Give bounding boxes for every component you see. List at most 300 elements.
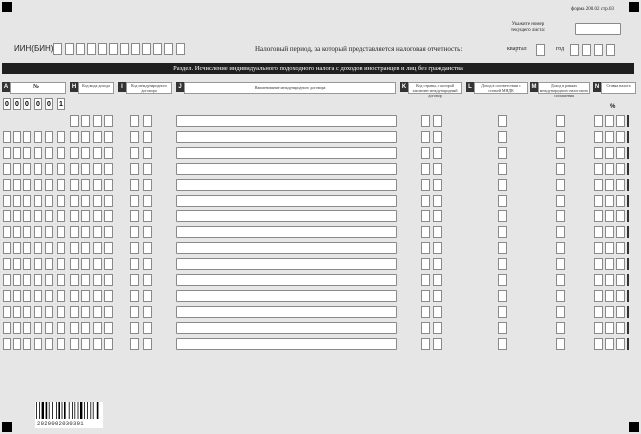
- income-code-cell[interactable]: [104, 226, 113, 238]
- row-number-cell[interactable]: [57, 242, 65, 254]
- treaty-name-field[interactable]: [176, 258, 397, 270]
- row-number-cell[interactable]: [3, 226, 11, 238]
- income-code-cell[interactable]: [81, 210, 90, 222]
- tax-rate-cell[interactable]: [605, 242, 614, 254]
- tax-rate-cell[interactable]: [605, 195, 614, 207]
- income-code-cell[interactable]: [93, 306, 102, 318]
- row-number-cell[interactable]: [13, 210, 21, 222]
- tax-rate-cell[interactable]: [616, 210, 625, 222]
- income-code-cell[interactable]: [81, 258, 90, 270]
- country-code-cell[interactable]: [433, 179, 442, 191]
- income-code-cell[interactable]: [104, 115, 113, 127]
- country-code-cell[interactable]: [421, 242, 430, 254]
- tax-rate-cell[interactable]: [605, 147, 614, 159]
- treaty-code-cell[interactable]: [130, 290, 139, 302]
- country-code-cell[interactable]: [421, 195, 430, 207]
- income-agreement-cell[interactable]: [556, 290, 565, 302]
- row-number-cell[interactable]: [13, 242, 21, 254]
- income-agreement-cell[interactable]: [556, 258, 565, 270]
- row-number-cell[interactable]: [3, 131, 11, 143]
- income-code-cell[interactable]: [104, 163, 113, 175]
- treaty-code-cell[interactable]: [130, 258, 139, 270]
- iin-digit-cell[interactable]: [65, 43, 74, 55]
- row-number-cell[interactable]: [13, 179, 21, 191]
- row-number-cell[interactable]: [34, 242, 42, 254]
- income-code-cell[interactable]: [104, 147, 113, 159]
- iin-digit-cell[interactable]: [131, 43, 140, 55]
- income-code-cell[interactable]: [70, 115, 79, 127]
- tax-rate-cell[interactable]: [594, 147, 603, 159]
- tax-rate-cell[interactable]: [605, 306, 614, 318]
- country-code-cell[interactable]: [421, 338, 430, 350]
- row-number-cell[interactable]: [3, 290, 11, 302]
- row-number-cell[interactable]: [3, 179, 11, 191]
- income-article-cell[interactable]: [498, 131, 507, 143]
- income-code-cell[interactable]: [70, 258, 79, 270]
- tax-rate-cell[interactable]: [616, 322, 625, 334]
- iin-digit-cell[interactable]: [176, 43, 185, 55]
- income-code-cell[interactable]: [70, 306, 79, 318]
- row-number-cell[interactable]: [23, 322, 31, 334]
- tax-rate-cell[interactable]: [616, 195, 625, 207]
- row-number-cell[interactable]: [34, 306, 42, 318]
- treaty-code-cell[interactable]: [143, 306, 152, 318]
- row-number-cell[interactable]: [3, 195, 11, 207]
- tax-rate-cell[interactable]: [594, 274, 603, 286]
- income-code-cell[interactable]: [93, 131, 102, 143]
- treaty-name-field[interactable]: [176, 274, 397, 286]
- income-code-cell[interactable]: [81, 322, 90, 334]
- treaty-code-cell[interactable]: [143, 258, 152, 270]
- row-number-cell[interactable]: [3, 338, 11, 350]
- income-agreement-cell[interactable]: [556, 115, 565, 127]
- row-number-cell[interactable]: [57, 226, 65, 238]
- treaty-name-field[interactable]: [176, 242, 397, 254]
- row-number-cell[interactable]: [23, 179, 31, 191]
- treaty-code-cell[interactable]: [143, 290, 152, 302]
- country-code-cell[interactable]: [433, 338, 442, 350]
- country-code-cell[interactable]: [421, 179, 430, 191]
- income-code-cell[interactable]: [93, 163, 102, 175]
- row-number-cell[interactable]: [45, 131, 53, 143]
- row-number-cell[interactable]: [34, 290, 42, 302]
- country-code-cell[interactable]: [421, 226, 430, 238]
- treaty-name-field[interactable]: [176, 163, 397, 175]
- income-code-cell[interactable]: [104, 179, 113, 191]
- income-article-cell[interactable]: [498, 242, 507, 254]
- row-number-cell[interactable]: [3, 210, 11, 222]
- tax-rate-cell[interactable]: [594, 179, 603, 191]
- tax-rate-cell[interactable]: [594, 195, 603, 207]
- row-number-cell[interactable]: [3, 147, 11, 159]
- treaty-name-field[interactable]: [176, 115, 397, 127]
- tax-rate-cell[interactable]: [594, 163, 603, 175]
- treaty-name-field[interactable]: [176, 226, 397, 238]
- income-article-cell[interactable]: [498, 115, 507, 127]
- row-number-cell[interactable]: [13, 226, 21, 238]
- tax-rate-cell[interactable]: [616, 338, 625, 350]
- tax-rate-cell[interactable]: [605, 163, 614, 175]
- income-code-cell[interactable]: [93, 338, 102, 350]
- row-number-cell[interactable]: [23, 274, 31, 286]
- tax-rate-cell[interactable]: [594, 338, 603, 350]
- row-number-cell[interactable]: [45, 290, 53, 302]
- income-article-cell[interactable]: [498, 306, 507, 318]
- income-agreement-cell[interactable]: [556, 274, 565, 286]
- tax-rate-cell[interactable]: [594, 322, 603, 334]
- treaty-name-field[interactable]: [176, 179, 397, 191]
- tax-rate-cell[interactable]: [616, 179, 625, 191]
- iin-digit-cell[interactable]: [142, 43, 151, 55]
- treaty-code-cell[interactable]: [143, 274, 152, 286]
- income-code-cell[interactable]: [93, 290, 102, 302]
- country-code-cell[interactable]: [421, 274, 430, 286]
- row-number-cell[interactable]: [57, 131, 65, 143]
- income-agreement-cell[interactable]: [556, 242, 565, 254]
- income-code-cell[interactable]: [93, 179, 102, 191]
- year-digit-cell[interactable]: [582, 44, 591, 56]
- tax-rate-cell[interactable]: [594, 115, 603, 127]
- row-number-cell[interactable]: [23, 195, 31, 207]
- country-code-cell[interactable]: [433, 131, 442, 143]
- row-number-cell[interactable]: [3, 163, 11, 175]
- country-code-cell[interactable]: [433, 322, 442, 334]
- row-number-cell[interactable]: [13, 274, 21, 286]
- treaty-code-cell[interactable]: [143, 163, 152, 175]
- tax-rate-cell[interactable]: [594, 306, 603, 318]
- tax-rate-cell[interactable]: [616, 274, 625, 286]
- year-digit-cell[interactable]: [606, 44, 615, 56]
- row-number-cell[interactable]: [34, 163, 42, 175]
- row-number-cell[interactable]: [45, 258, 53, 270]
- income-code-cell[interactable]: [81, 290, 90, 302]
- iin-digit-cell[interactable]: [98, 43, 107, 55]
- row-number-cell[interactable]: [45, 242, 53, 254]
- income-agreement-cell[interactable]: [556, 322, 565, 334]
- tax-rate-cell[interactable]: [605, 290, 614, 302]
- country-code-cell[interactable]: [433, 242, 442, 254]
- country-code-cell[interactable]: [433, 195, 442, 207]
- income-code-cell[interactable]: [70, 210, 79, 222]
- treaty-code-cell[interactable]: [130, 306, 139, 318]
- income-code-cell[interactable]: [81, 163, 90, 175]
- treaty-code-cell[interactable]: [130, 338, 139, 350]
- treaty-code-cell[interactable]: [143, 179, 152, 191]
- income-code-cell[interactable]: [93, 115, 102, 127]
- income-code-cell[interactable]: [81, 274, 90, 286]
- iin-digit-cell[interactable]: [153, 43, 162, 55]
- row-number-cell[interactable]: [23, 226, 31, 238]
- treaty-name-field[interactable]: [176, 290, 397, 302]
- income-code-cell[interactable]: [81, 242, 90, 254]
- treaty-name-field[interactable]: [176, 131, 397, 143]
- row-number-cell[interactable]: [45, 306, 53, 318]
- row-number-cell[interactable]: [23, 290, 31, 302]
- income-code-cell[interactable]: [104, 274, 113, 286]
- country-code-cell[interactable]: [433, 147, 442, 159]
- row-number-cell[interactable]: [13, 322, 21, 334]
- income-code-cell[interactable]: [104, 306, 113, 318]
- country-code-cell[interactable]: [421, 163, 430, 175]
- row-number-cell[interactable]: [34, 210, 42, 222]
- tax-rate-cell[interactable]: [605, 274, 614, 286]
- year-digit-cell[interactable]: [570, 44, 579, 56]
- treaty-name-field[interactable]: [176, 322, 397, 334]
- year-digit-cell[interactable]: [594, 44, 603, 56]
- tax-rate-cell[interactable]: [605, 131, 614, 143]
- tax-rate-cell[interactable]: [605, 115, 614, 127]
- income-code-cell[interactable]: [81, 147, 90, 159]
- income-agreement-cell[interactable]: [556, 163, 565, 175]
- row-number-cell[interactable]: [57, 179, 65, 191]
- country-code-cell[interactable]: [421, 115, 430, 127]
- tax-rate-cell[interactable]: [616, 226, 625, 238]
- country-code-cell[interactable]: [433, 210, 442, 222]
- treaty-code-cell[interactable]: [143, 195, 152, 207]
- treaty-code-cell[interactable]: [130, 195, 139, 207]
- income-agreement-cell[interactable]: [556, 338, 565, 350]
- treaty-code-cell[interactable]: [143, 338, 152, 350]
- country-code-cell[interactable]: [433, 274, 442, 286]
- income-code-cell[interactable]: [70, 322, 79, 334]
- income-code-cell[interactable]: [70, 242, 79, 254]
- income-article-cell[interactable]: [498, 179, 507, 191]
- country-code-cell[interactable]: [433, 290, 442, 302]
- iin-digit-cell[interactable]: [164, 43, 173, 55]
- country-code-cell[interactable]: [433, 306, 442, 318]
- row-number-cell[interactable]: [57, 210, 65, 222]
- row-number-cell[interactable]: [13, 147, 21, 159]
- country-code-cell[interactable]: [421, 258, 430, 270]
- tax-rate-cell[interactable]: [616, 163, 625, 175]
- tax-rate-cell[interactable]: [616, 115, 625, 127]
- country-code-cell[interactable]: [433, 115, 442, 127]
- country-code-cell[interactable]: [421, 131, 430, 143]
- income-code-cell[interactable]: [70, 195, 79, 207]
- row-number-cell[interactable]: [23, 258, 31, 270]
- country-code-cell[interactable]: [433, 258, 442, 270]
- treaty-code-cell[interactable]: [130, 274, 139, 286]
- treaty-code-cell[interactable]: [143, 322, 152, 334]
- row-number-cell[interactable]: [57, 274, 65, 286]
- income-article-cell[interactable]: [498, 226, 507, 238]
- income-article-cell[interactable]: [498, 290, 507, 302]
- treaty-name-field[interactable]: [176, 210, 397, 222]
- income-article-cell[interactable]: [498, 163, 507, 175]
- income-article-cell[interactable]: [498, 258, 507, 270]
- treaty-code-cell[interactable]: [130, 179, 139, 191]
- income-code-cell[interactable]: [70, 274, 79, 286]
- country-code-cell[interactable]: [421, 147, 430, 159]
- country-code-cell[interactable]: [421, 322, 430, 334]
- row-number-cell[interactable]: [34, 338, 42, 350]
- treaty-code-cell[interactable]: [143, 226, 152, 238]
- iin-digit-cell[interactable]: [120, 43, 129, 55]
- row-number-cell[interactable]: [3, 242, 11, 254]
- treaty-code-cell[interactable]: [143, 115, 152, 127]
- row-number-cell[interactable]: [45, 195, 53, 207]
- treaty-name-field[interactable]: [176, 306, 397, 318]
- income-article-cell[interactable]: [498, 210, 507, 222]
- income-code-cell[interactable]: [81, 306, 90, 318]
- income-code-cell[interactable]: [93, 242, 102, 254]
- treaty-code-cell[interactable]: [130, 131, 139, 143]
- row-number-cell[interactable]: [45, 274, 53, 286]
- row-number-cell[interactable]: [3, 274, 11, 286]
- income-article-cell[interactable]: [498, 195, 507, 207]
- income-code-cell[interactable]: [104, 210, 113, 222]
- income-code-cell[interactable]: [81, 338, 90, 350]
- tax-rate-cell[interactable]: [605, 322, 614, 334]
- income-code-cell[interactable]: [104, 290, 113, 302]
- row-number-cell[interactable]: [45, 210, 53, 222]
- row-number-cell[interactable]: [3, 322, 11, 334]
- row-number-cell[interactable]: [13, 195, 21, 207]
- row-number-cell[interactable]: [57, 322, 65, 334]
- tax-rate-cell[interactable]: [605, 179, 614, 191]
- tax-rate-cell[interactable]: [594, 210, 603, 222]
- income-code-cell[interactable]: [81, 115, 90, 127]
- income-agreement-cell[interactable]: [556, 226, 565, 238]
- income-code-cell[interactable]: [70, 131, 79, 143]
- country-code-cell[interactable]: [421, 306, 430, 318]
- income-code-cell[interactable]: [93, 147, 102, 159]
- row-number-cell[interactable]: [13, 258, 21, 270]
- income-code-cell[interactable]: [81, 179, 90, 191]
- income-code-cell[interactable]: [104, 242, 113, 254]
- row-number-cell[interactable]: [23, 242, 31, 254]
- treaty-code-cell[interactable]: [130, 115, 139, 127]
- tax-rate-cell[interactable]: [605, 210, 614, 222]
- row-number-cell[interactable]: [57, 306, 65, 318]
- iin-digit-cell[interactable]: [76, 43, 85, 55]
- iin-digit-cell[interactable]: [53, 43, 62, 55]
- treaty-name-field[interactable]: [176, 195, 397, 207]
- income-code-cell[interactable]: [104, 195, 113, 207]
- income-code-cell[interactable]: [70, 290, 79, 302]
- income-code-cell[interactable]: [70, 179, 79, 191]
- income-code-cell[interactable]: [70, 147, 79, 159]
- income-article-cell[interactable]: [498, 274, 507, 286]
- row-number-cell[interactable]: [23, 306, 31, 318]
- income-code-cell[interactable]: [70, 226, 79, 238]
- row-number-cell[interactable]: [3, 306, 11, 318]
- country-code-cell[interactable]: [433, 226, 442, 238]
- income-agreement-cell[interactable]: [556, 210, 565, 222]
- row-number-cell[interactable]: [23, 338, 31, 350]
- income-agreement-cell[interactable]: [556, 147, 565, 159]
- income-code-cell[interactable]: [104, 322, 113, 334]
- row-number-cell[interactable]: [45, 338, 53, 350]
- tax-rate-cell[interactable]: [605, 226, 614, 238]
- treaty-name-field[interactable]: [176, 147, 397, 159]
- tax-rate-cell[interactable]: [616, 306, 625, 318]
- row-number-cell[interactable]: [57, 338, 65, 350]
- income-article-cell[interactable]: [498, 322, 507, 334]
- treaty-code-cell[interactable]: [130, 210, 139, 222]
- income-code-cell[interactable]: [70, 338, 79, 350]
- tax-rate-cell[interactable]: [616, 258, 625, 270]
- page-number-field[interactable]: [575, 23, 621, 35]
- income-code-cell[interactable]: [93, 226, 102, 238]
- row-number-cell[interactable]: [3, 258, 11, 270]
- income-article-cell[interactable]: [498, 338, 507, 350]
- income-code-cell[interactable]: [81, 226, 90, 238]
- tax-rate-cell[interactable]: [605, 258, 614, 270]
- income-agreement-cell[interactable]: [556, 131, 565, 143]
- income-agreement-cell[interactable]: [556, 306, 565, 318]
- row-number-cell[interactable]: [23, 131, 31, 143]
- tax-rate-cell[interactable]: [616, 147, 625, 159]
- treaty-code-cell[interactable]: [130, 242, 139, 254]
- row-number-cell[interactable]: [23, 147, 31, 159]
- row-number-cell[interactable]: [23, 163, 31, 175]
- treaty-code-cell[interactable]: [130, 226, 139, 238]
- income-code-cell[interactable]: [93, 322, 102, 334]
- tax-rate-cell[interactable]: [594, 226, 603, 238]
- country-code-cell[interactable]: [421, 210, 430, 222]
- treaty-code-cell[interactable]: [130, 322, 139, 334]
- row-number-cell[interactable]: [34, 147, 42, 159]
- tax-rate-cell[interactable]: [605, 338, 614, 350]
- row-number-cell[interactable]: [45, 147, 53, 159]
- income-code-cell[interactable]: [93, 210, 102, 222]
- tax-rate-cell[interactable]: [594, 290, 603, 302]
- row-number-cell[interactable]: [34, 258, 42, 270]
- row-number-cell[interactable]: [57, 195, 65, 207]
- income-agreement-cell[interactable]: [556, 195, 565, 207]
- tax-rate-cell[interactable]: [594, 258, 603, 270]
- row-number-cell[interactable]: [45, 179, 53, 191]
- row-number-cell[interactable]: [13, 338, 21, 350]
- treaty-code-cell[interactable]: [143, 147, 152, 159]
- income-code-cell[interactable]: [104, 338, 113, 350]
- row-number-cell[interactable]: [13, 163, 21, 175]
- income-code-cell[interactable]: [81, 131, 90, 143]
- row-number-cell[interactable]: [57, 147, 65, 159]
- row-number-cell[interactable]: [34, 274, 42, 286]
- tax-rate-cell[interactable]: [616, 242, 625, 254]
- treaty-code-cell[interactable]: [143, 242, 152, 254]
- tax-rate-cell[interactable]: [594, 242, 603, 254]
- row-number-cell[interactable]: [45, 322, 53, 334]
- row-number-cell[interactable]: [45, 163, 53, 175]
- income-code-cell[interactable]: [93, 258, 102, 270]
- iin-digit-cell[interactable]: [87, 43, 96, 55]
- treaty-code-cell[interactable]: [143, 210, 152, 222]
- row-number-cell[interactable]: [34, 322, 42, 334]
- row-number-cell[interactable]: [13, 290, 21, 302]
- income-code-cell[interactable]: [93, 274, 102, 286]
- row-number-cell[interactable]: [23, 210, 31, 222]
- row-number-cell[interactable]: [13, 131, 21, 143]
- income-code-cell[interactable]: [104, 131, 113, 143]
- row-number-cell[interactable]: [45, 226, 53, 238]
- row-number-cell[interactable]: [57, 258, 65, 270]
- income-code-cell[interactable]: [70, 163, 79, 175]
- tax-rate-cell[interactable]: [616, 290, 625, 302]
- row-number-cell[interactable]: [13, 306, 21, 318]
- income-code-cell[interactable]: [93, 195, 102, 207]
- country-code-cell[interactable]: [421, 290, 430, 302]
- row-number-cell[interactable]: [34, 195, 42, 207]
- iin-digit-cell[interactable]: [109, 43, 118, 55]
- income-code-cell[interactable]: [104, 258, 113, 270]
- treaty-code-cell[interactable]: [143, 131, 152, 143]
- income-code-cell[interactable]: [81, 195, 90, 207]
- treaty-code-cell[interactable]: [130, 147, 139, 159]
- income-agreement-cell[interactable]: [556, 179, 565, 191]
